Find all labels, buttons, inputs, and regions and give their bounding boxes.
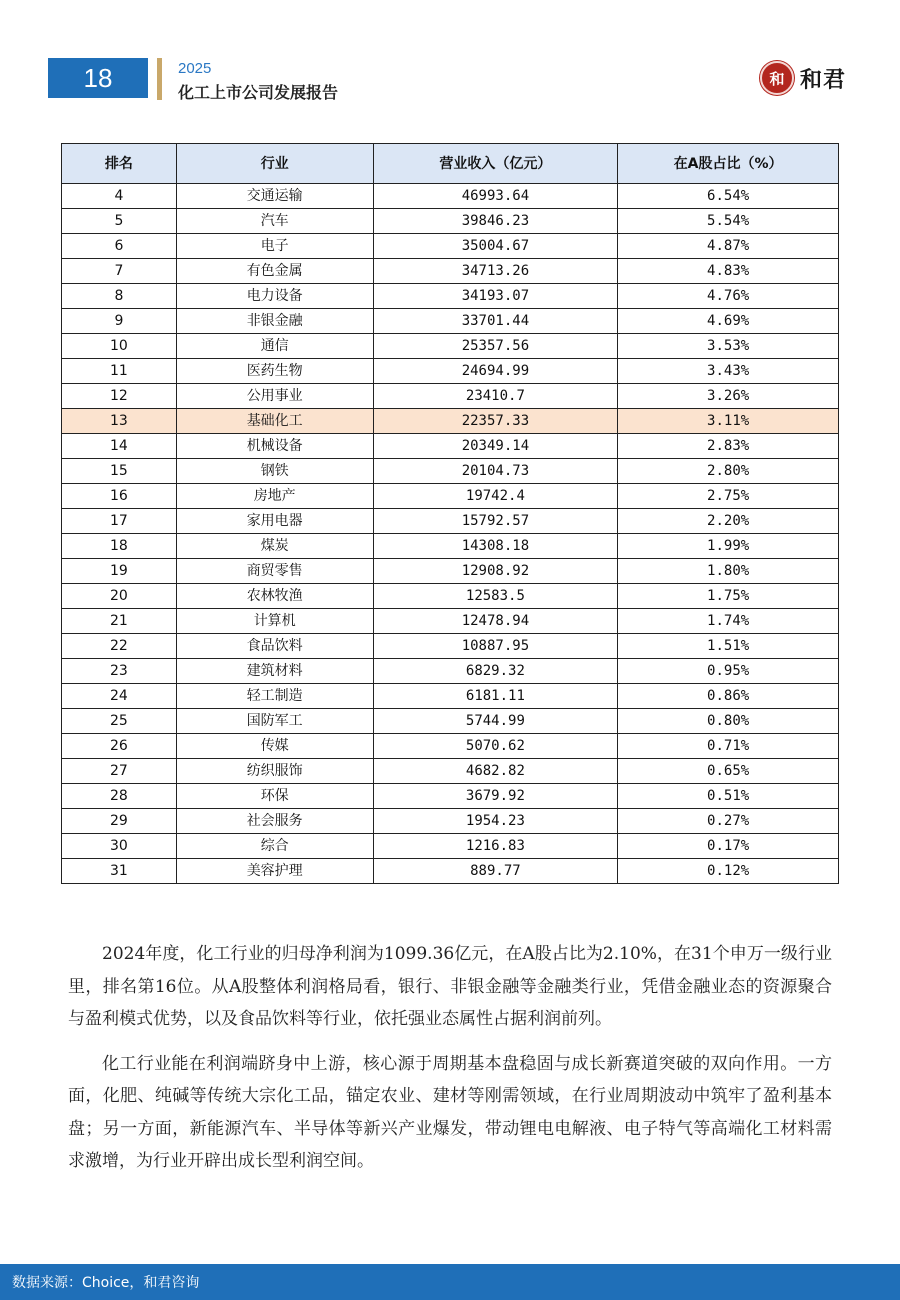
cell-revenue: 4682.82 — [373, 759, 618, 784]
cell-share: 0.95% — [618, 659, 839, 684]
cell-industry: 钢铁 — [176, 459, 373, 484]
cell-share: 4.69% — [618, 309, 839, 334]
cell-rank: 10 — [62, 334, 177, 359]
cell-revenue: 23410.7 — [373, 384, 618, 409]
cell-rank: 31 — [62, 859, 177, 884]
company-logo — [760, 58, 846, 98]
table-row — [62, 809, 839, 834]
cell-rank: 6 — [62, 234, 177, 259]
report-year: 2025 — [178, 60, 212, 77]
cell-share: 1.74% — [618, 609, 839, 634]
cell-revenue: 46993.64 — [373, 184, 618, 209]
cell-industry: 公用事业 — [176, 384, 373, 409]
table-row — [62, 334, 839, 359]
cell-revenue: 6829.32 — [373, 659, 618, 684]
cell-rank: 20 — [62, 584, 177, 609]
cell-share: 2.75% — [618, 484, 839, 509]
cell-industry: 汽车 — [176, 209, 373, 234]
cell-industry: 房地产 — [176, 484, 373, 509]
cell-revenue: 39846.23 — [373, 209, 618, 234]
cell-revenue: 34193.07 — [373, 284, 618, 309]
cell-revenue: 35004.67 — [373, 234, 618, 259]
cell-industry: 计算机 — [176, 609, 373, 634]
table-row — [62, 384, 839, 409]
cell-revenue: 5744.99 — [373, 709, 618, 734]
cell-share: 1.80% — [618, 559, 839, 584]
analysis-text — [68, 938, 832, 1190]
table-row — [62, 659, 839, 684]
cell-share: 0.27% — [618, 809, 839, 834]
logo-seal-icon: 和 — [760, 61, 794, 95]
cell-rank: 7 — [62, 259, 177, 284]
table-row — [62, 559, 839, 584]
table-row — [62, 234, 839, 259]
cell-revenue: 20349.14 — [373, 434, 618, 459]
cell-share: 0.80% — [618, 709, 839, 734]
cell-industry: 通信 — [176, 334, 373, 359]
table-row — [62, 484, 839, 509]
cell-rank: 5 — [62, 209, 177, 234]
cell-industry: 纺织服饰 — [176, 759, 373, 784]
cell-revenue: 22357.33 — [373, 409, 618, 434]
cell-industry: 传媒 — [176, 734, 373, 759]
cell-rank: 9 — [62, 309, 177, 334]
cell-industry: 环保 — [176, 784, 373, 809]
cell-rank: 24 — [62, 684, 177, 709]
cell-rank: 26 — [62, 734, 177, 759]
cell-rank: 11 — [62, 359, 177, 384]
cell-share: 3.43% — [618, 359, 839, 384]
col-header-share: 在A股占比（%） — [618, 144, 839, 184]
table-row — [62, 609, 839, 634]
cell-industry: 农林牧渔 — [176, 584, 373, 609]
table-row — [62, 434, 839, 459]
table-row — [62, 684, 839, 709]
cell-rank: 28 — [62, 784, 177, 809]
cell-revenue: 889.77 — [373, 859, 618, 884]
table-row — [62, 859, 839, 884]
cell-rank: 12 — [62, 384, 177, 409]
table-row — [62, 834, 839, 859]
paragraph-profit-overview: 2024年度，化工行业的归母净利润为1099.36亿元，在A股占比为2.10%，在31个申万一级行业里，排名第16位。从A股整体利润格局看，银行、非银金融等金融类行业，凭借金融业态的资源聚合与盈利模式优势，以及食品饮料等行业，依托强业态属性占据利润前列。 — [68, 944, 832, 1029]
cell-share: 4.76% — [618, 284, 839, 309]
cell-revenue: 12583.5 — [373, 584, 618, 609]
cell-share: 0.65% — [618, 759, 839, 784]
page-number: 18 — [48, 58, 148, 98]
cell-revenue: 10887.95 — [373, 634, 618, 659]
table-row — [62, 459, 839, 484]
cell-rank: 30 — [62, 834, 177, 859]
cell-rank: 18 — [62, 534, 177, 559]
cell-industry: 商贸零售 — [176, 559, 373, 584]
col-header-revenue: 营业收入（亿元） — [373, 144, 618, 184]
table-row — [62, 759, 839, 784]
cell-industry: 交通运输 — [176, 184, 373, 209]
cell-industry: 国防军工 — [176, 709, 373, 734]
cell-share: 2.80% — [618, 459, 839, 484]
header-divider — [157, 58, 162, 100]
cell-share: 1.99% — [618, 534, 839, 559]
cell-revenue: 1216.83 — [373, 834, 618, 859]
footer-bar — [0, 1264, 900, 1300]
cell-share: 1.51% — [618, 634, 839, 659]
cell-rank: 14 — [62, 434, 177, 459]
table-body — [62, 184, 839, 884]
cell-revenue: 12908.92 — [373, 559, 618, 584]
cell-revenue: 33701.44 — [373, 309, 618, 334]
cell-share: 3.26% — [618, 384, 839, 409]
table-row — [62, 209, 839, 234]
cell-revenue: 5070.62 — [373, 734, 618, 759]
paragraph-profit-drivers: 化工行业能在利润端跻身中上游，核心源于周期基本盘稳固与成长新赛道突破的双向作用。一方面，化肥、纯碱等传统大宗化工品，锚定农业、建材等刚需领域，在行业周期波动中筑牢了盈利基本盘；另一方面，新能源汽车、半导体等新兴产业爆发，带动锂电电解液、电子特气等高端化工材料需求激增，为行业开辟出成长型利润空间。 — [68, 1053, 832, 1171]
cell-rank: 16 — [62, 484, 177, 509]
table-row — [62, 259, 839, 284]
cell-industry: 轻工制造 — [176, 684, 373, 709]
cell-industry: 食品饮料 — [176, 634, 373, 659]
cell-revenue: 15792.57 — [373, 509, 618, 534]
cell-share: 5.54% — [618, 209, 839, 234]
cell-share: 2.83% — [618, 434, 839, 459]
table-row — [62, 534, 839, 559]
cell-industry: 机械设备 — [176, 434, 373, 459]
table-row — [62, 409, 839, 434]
cell-industry: 基础化工 — [176, 409, 373, 434]
cell-industry: 建筑材料 — [176, 659, 373, 684]
cell-share: 0.12% — [618, 859, 839, 884]
cell-share: 0.86% — [618, 684, 839, 709]
cell-rank: 8 — [62, 284, 177, 309]
cell-revenue: 25357.56 — [373, 334, 618, 359]
cell-industry: 家用电器 — [176, 509, 373, 534]
cell-industry: 电力设备 — [176, 284, 373, 309]
cell-rank: 19 — [62, 559, 177, 584]
cell-share: 0.51% — [618, 784, 839, 809]
cell-rank: 29 — [62, 809, 177, 834]
cell-rank: 22 — [62, 634, 177, 659]
logo-text: 和君 — [800, 67, 847, 93]
data-source-note: 数据来源：Choice，和君咨询 — [12, 1275, 200, 1291]
cell-share: 1.75% — [618, 584, 839, 609]
cell-revenue: 20104.73 — [373, 459, 618, 484]
cell-rank: 23 — [62, 659, 177, 684]
cell-revenue: 24694.99 — [373, 359, 618, 384]
report-title: 化工上市公司发展报告 — [178, 83, 339, 102]
cell-industry: 综合 — [176, 834, 373, 859]
table-row — [62, 184, 839, 209]
cell-rank: 4 — [62, 184, 177, 209]
cell-share: 3.11% — [618, 409, 839, 434]
col-header-industry: 行业 — [176, 144, 373, 184]
table-row — [62, 734, 839, 759]
cell-revenue: 3679.92 — [373, 784, 618, 809]
cell-share: 6.54% — [618, 184, 839, 209]
cell-rank: 21 — [62, 609, 177, 634]
table-row — [62, 359, 839, 384]
cell-industry: 社会服务 — [176, 809, 373, 834]
table-header-row — [62, 144, 839, 184]
cell-rank: 15 — [62, 459, 177, 484]
cell-industry: 电子 — [176, 234, 373, 259]
cell-revenue: 6181.11 — [373, 684, 618, 709]
table-row — [62, 634, 839, 659]
cell-revenue: 19742.4 — [373, 484, 618, 509]
industry-revenue-table — [61, 143, 839, 884]
cell-industry: 非银金融 — [176, 309, 373, 334]
cell-revenue: 1954.23 — [373, 809, 618, 834]
cell-industry: 煤炭 — [176, 534, 373, 559]
table-row — [62, 709, 839, 734]
col-header-rank: 排名 — [62, 144, 177, 184]
cell-share: 3.53% — [618, 334, 839, 359]
cell-industry: 美容护理 — [176, 859, 373, 884]
cell-share: 4.87% — [618, 234, 839, 259]
cell-revenue: 34713.26 — [373, 259, 618, 284]
table-row — [62, 309, 839, 334]
table-row — [62, 784, 839, 809]
cell-rank: 13 — [62, 409, 177, 434]
cell-revenue: 14308.18 — [373, 534, 618, 559]
cell-industry: 有色金属 — [176, 259, 373, 284]
cell-share: 4.83% — [618, 259, 839, 284]
cell-share: 0.17% — [618, 834, 839, 859]
cell-revenue: 12478.94 — [373, 609, 618, 634]
cell-share: 2.20% — [618, 509, 839, 534]
cell-rank: 25 — [62, 709, 177, 734]
cell-share: 0.71% — [618, 734, 839, 759]
cell-rank: 27 — [62, 759, 177, 784]
table-row — [62, 284, 839, 309]
table-row — [62, 509, 839, 534]
cell-rank: 17 — [62, 509, 177, 534]
cell-industry: 医药生物 — [176, 359, 373, 384]
table-row — [62, 584, 839, 609]
